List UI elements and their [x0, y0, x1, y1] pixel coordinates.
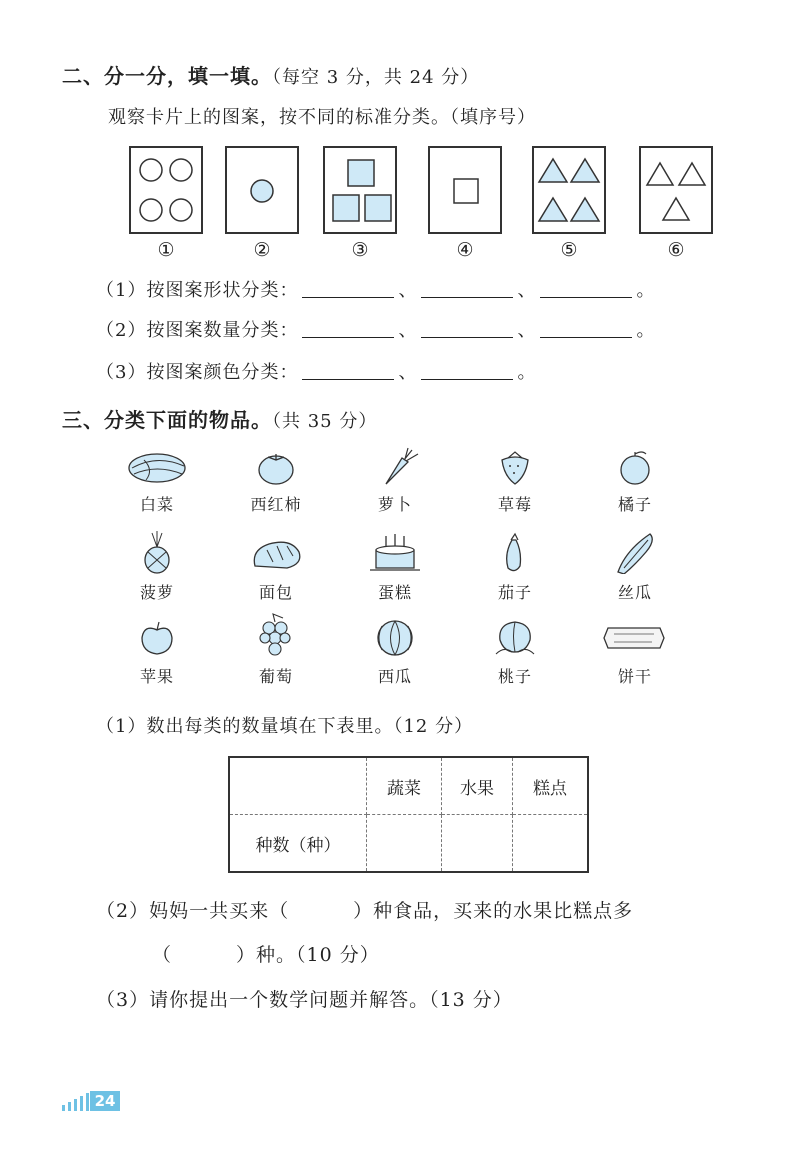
item-tomato — [231, 446, 321, 515]
item-label: 白菜 — [139, 495, 174, 514]
separator: 、 — [517, 320, 537, 341]
question-label: （3）按图案颜色分类： — [96, 362, 299, 383]
item-grapes — [231, 612, 321, 687]
item-peach — [470, 612, 560, 687]
table-corner — [229, 757, 367, 815]
answer-blank[interactable] — [421, 279, 513, 298]
section2-score: （每空 3 分，共 24 分） — [272, 67, 480, 88]
item-label: 菠萝 — [139, 583, 174, 602]
item-eggplant — [470, 530, 560, 603]
answer-blank[interactable] — [421, 361, 513, 380]
header-fruit: 水果 — [442, 757, 513, 815]
question-text: ）种。（10 分） — [236, 944, 380, 966]
pineapple-icon — [124, 530, 190, 574]
count-table — [228, 756, 589, 873]
question-text: （2）妈妈一共买来（ — [96, 900, 290, 922]
four-triangles-icon — [534, 148, 604, 232]
three-triangles-icon — [641, 148, 711, 232]
strawberry-icon — [482, 446, 548, 486]
answer-blank[interactable] — [540, 279, 632, 298]
section3-heading — [62, 404, 377, 433]
item-label: 西瓜 — [377, 667, 412, 686]
answer-blank[interactable] — [302, 361, 394, 380]
question-propose: （3）请你提出一个数学问题并解答。（13 分） — [96, 989, 513, 1011]
item-biscuit — [590, 620, 680, 687]
page-number: 24 — [90, 1091, 120, 1111]
question-text: ）种食品，买来的水果比糕点多 — [353, 900, 634, 922]
question-color — [96, 358, 536, 384]
bread-icon — [243, 530, 309, 574]
eggplant-icon — [482, 530, 548, 574]
question-label: （2）按图案数量分类： — [96, 320, 299, 341]
carrot-icon — [362, 446, 428, 486]
item-loofah — [590, 530, 680, 603]
card-number-3: ③ — [351, 239, 369, 261]
question-label: （1）按图案形状分类： — [96, 280, 299, 301]
card-4 — [428, 146, 502, 234]
item-label: 萝卜 — [377, 495, 412, 514]
cake-icon — [362, 530, 428, 574]
answer-blank[interactable] — [540, 319, 632, 338]
card-number-4: ④ — [456, 239, 474, 261]
card-2 — [225, 146, 299, 234]
cabbage-icon — [124, 446, 190, 486]
one-circle-icon — [227, 148, 297, 232]
item-cabbage — [112, 446, 202, 515]
table-row — [229, 815, 588, 873]
separator: 、 — [398, 320, 418, 341]
card-number-1: ① — [157, 239, 175, 261]
item-label: 葡萄 — [258, 667, 293, 686]
item-label: 橘子 — [617, 495, 652, 514]
item-label: 饼干 — [617, 667, 652, 686]
one-square-icon — [430, 148, 500, 232]
peach-icon — [482, 612, 548, 658]
question-count-table: （1）数出每类的数量填在下表里。（12 分） — [96, 716, 474, 737]
question-difference — [152, 940, 380, 967]
section2-title: 二、分一分，填一填。 — [62, 64, 272, 88]
item-watermelon — [350, 612, 440, 687]
four-circles-icon — [131, 148, 201, 232]
table-row — [229, 757, 588, 815]
period: 。 — [517, 362, 537, 383]
item-label: 苹果 — [139, 667, 174, 686]
apple-icon — [124, 618, 190, 658]
orange-icon — [602, 446, 668, 486]
question-text: （ — [152, 944, 173, 966]
header-vegetable: 蔬菜 — [367, 757, 442, 815]
tomato-icon — [243, 446, 309, 486]
item-label: 西红柿 — [250, 495, 302, 514]
item-label: 茄子 — [497, 583, 532, 602]
card-number-6: ⑥ — [667, 239, 685, 261]
item-label: 桃子 — [497, 667, 532, 686]
question-shape — [96, 276, 655, 302]
row-label: 种数（种） — [229, 815, 367, 873]
section2-instruction: 观察卡片上的图案，按不同的标准分类。（填序号） — [108, 107, 536, 128]
item-apple — [112, 618, 202, 687]
item-strawberry — [470, 446, 560, 515]
answer-cell-vegetable[interactable] — [367, 815, 442, 873]
item-cake — [350, 530, 440, 603]
item-label: 草莓 — [497, 495, 532, 514]
separator: 、 — [517, 280, 537, 301]
biscuit-icon — [602, 620, 668, 658]
answer-cell-fruit[interactable] — [442, 815, 513, 873]
section3-title: 三、分类下面的物品。 — [62, 408, 272, 432]
section2-heading — [62, 60, 479, 89]
three-squares-icon — [325, 148, 395, 232]
card-6 — [639, 146, 713, 234]
card-3 — [323, 146, 397, 234]
item-label: 蛋糕 — [377, 583, 412, 602]
card-1 — [129, 146, 203, 234]
answer-blank[interactable] — [421, 319, 513, 338]
loofah-icon — [602, 530, 668, 574]
answer-cell-pastry[interactable] — [513, 815, 589, 873]
page-bars-icon — [60, 1091, 90, 1111]
item-orange — [590, 446, 680, 515]
watermelon-icon — [362, 612, 428, 658]
header-pastry: 糕点 — [513, 757, 589, 815]
separator: 、 — [398, 280, 418, 301]
card-number-5: ⑤ — [560, 239, 578, 261]
section3-score: （共 35 分） — [272, 411, 378, 432]
answer-blank[interactable] — [302, 279, 394, 298]
item-carrot — [350, 446, 440, 515]
card-5 — [532, 146, 606, 234]
item-bread — [231, 530, 321, 603]
separator: 、 — [398, 362, 418, 383]
answer-blank[interactable] — [302, 319, 394, 338]
item-label: 丝瓜 — [617, 583, 652, 602]
item-pineapple — [112, 530, 202, 603]
period: 。 — [636, 280, 656, 301]
grapes-icon — [243, 612, 309, 658]
question-total — [96, 896, 633, 923]
card-number-2: ② — [253, 239, 271, 261]
question-count — [96, 316, 655, 342]
period: 。 — [636, 320, 656, 341]
item-label: 面包 — [258, 583, 293, 602]
